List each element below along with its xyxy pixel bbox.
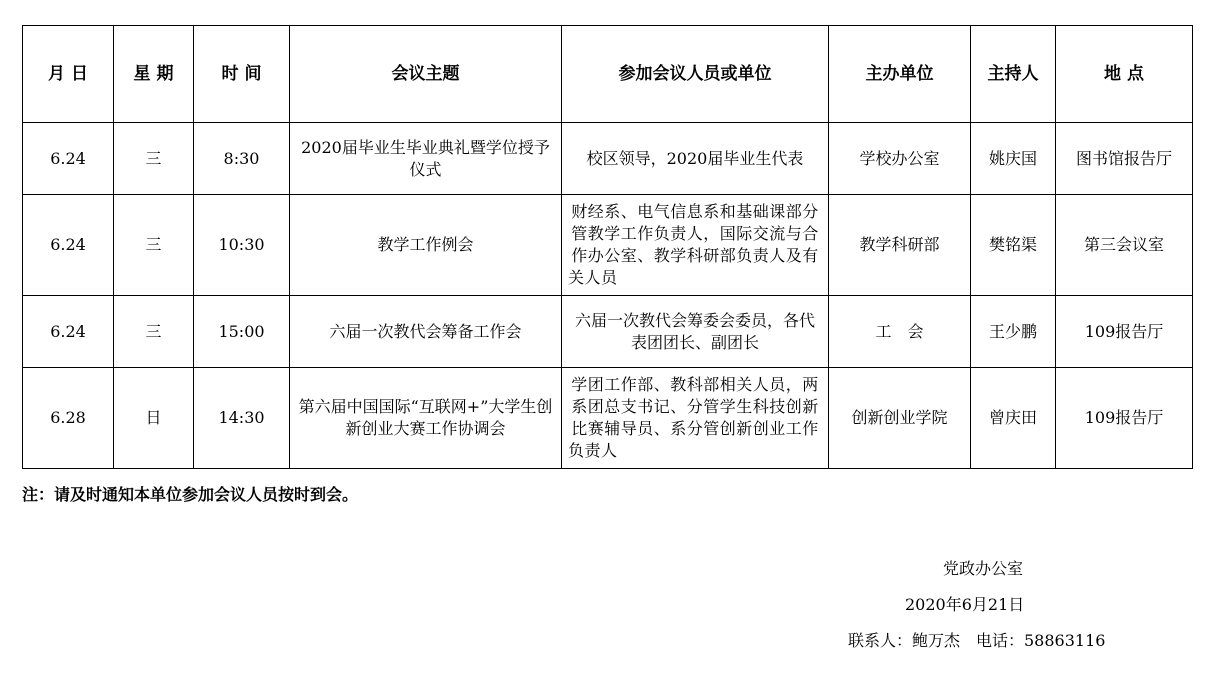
- footnote: 注：请及时通知本单位参加会议人员按时到会。: [22, 485, 359, 504]
- cell-time: 14:30: [194, 368, 290, 469]
- cell-topic: 教学工作例会: [290, 195, 562, 296]
- cell-location: 109报告厅: [1056, 296, 1193, 368]
- meeting-schedule-table: [22, 25, 1193, 469]
- cell-date: 6.28: [23, 368, 114, 469]
- header-date: 月 日: [23, 26, 114, 123]
- cell-weekday: 三: [114, 195, 194, 296]
- cell-attendees: 六届一次教代会筹委会委员，各代表团团长、副团长: [562, 296, 829, 368]
- cell-host: 姚庆国: [971, 123, 1056, 195]
- cell-organizer: 教学科研部: [829, 195, 971, 296]
- cell-topic: 第六届中国国际“互联网+”大学生创新创业大赛工作协调会: [290, 368, 562, 469]
- cell-host: 樊铭渠: [971, 195, 1056, 296]
- issuing-office: 党政办公室: [943, 559, 1024, 578]
- header-attendees: 参加会议人员或单位: [562, 26, 829, 123]
- cell-host: 曾庆田: [971, 368, 1056, 469]
- cell-location: 109报告厅: [1056, 368, 1193, 469]
- cell-time: 10:30: [194, 195, 290, 296]
- cell-weekday: 三: [114, 296, 194, 368]
- cell-date: 6.24: [23, 195, 114, 296]
- table-header-row: [23, 26, 1193, 123]
- header-organizer: 主办单位: [829, 26, 971, 123]
- cell-organizer: 创新创业学院: [829, 368, 971, 469]
- cell-organizer: 工 会: [829, 296, 971, 368]
- cell-time: 8:30: [194, 123, 290, 195]
- cell-topic: 2020届毕业生毕业典礼暨学位授予仪式: [290, 123, 562, 195]
- table-row: [23, 195, 1193, 296]
- cell-attendees: 财经系、电气信息系和基础课部分管教学工作负责人，国际交流与合作办公室、教学科研部负责人及有关人员: [562, 195, 829, 296]
- table-row: [23, 368, 1193, 469]
- cell-location: 图书馆报告厅: [1056, 123, 1193, 195]
- cell-weekday: 日: [114, 368, 194, 469]
- header-host: 主持人: [971, 26, 1056, 123]
- header-weekday: 星 期: [114, 26, 194, 123]
- cell-date: 6.24: [23, 296, 114, 368]
- header-time: 时 间: [194, 26, 290, 123]
- cell-weekday: 三: [114, 123, 194, 195]
- cell-date: 6.24: [23, 123, 114, 195]
- contact-info: 联系人：鲍万杰 电话：58863116: [848, 631, 1106, 650]
- cell-host: 王少鹏: [971, 296, 1056, 368]
- cell-location: 第三会议室: [1056, 195, 1193, 296]
- cell-organizer: 学校办公室: [829, 123, 971, 195]
- cell-attendees: 学团工作部、教科部相关人员，两系团总支书记、分管学生科技创新比赛辅导员、系分管创新创业工作负责人: [562, 368, 829, 469]
- cell-topic: 六届一次教代会筹备工作会: [290, 296, 562, 368]
- header-location: 地 点: [1056, 26, 1193, 123]
- cell-time: 15:00: [194, 296, 290, 368]
- cell-attendees: 校区领导，2020届毕业生代表: [562, 123, 829, 195]
- header-topic: 会议主题: [290, 26, 562, 123]
- table-row: [23, 123, 1193, 195]
- table-row: [23, 296, 1193, 368]
- issue-date: 2020年6月21日: [905, 595, 1025, 614]
